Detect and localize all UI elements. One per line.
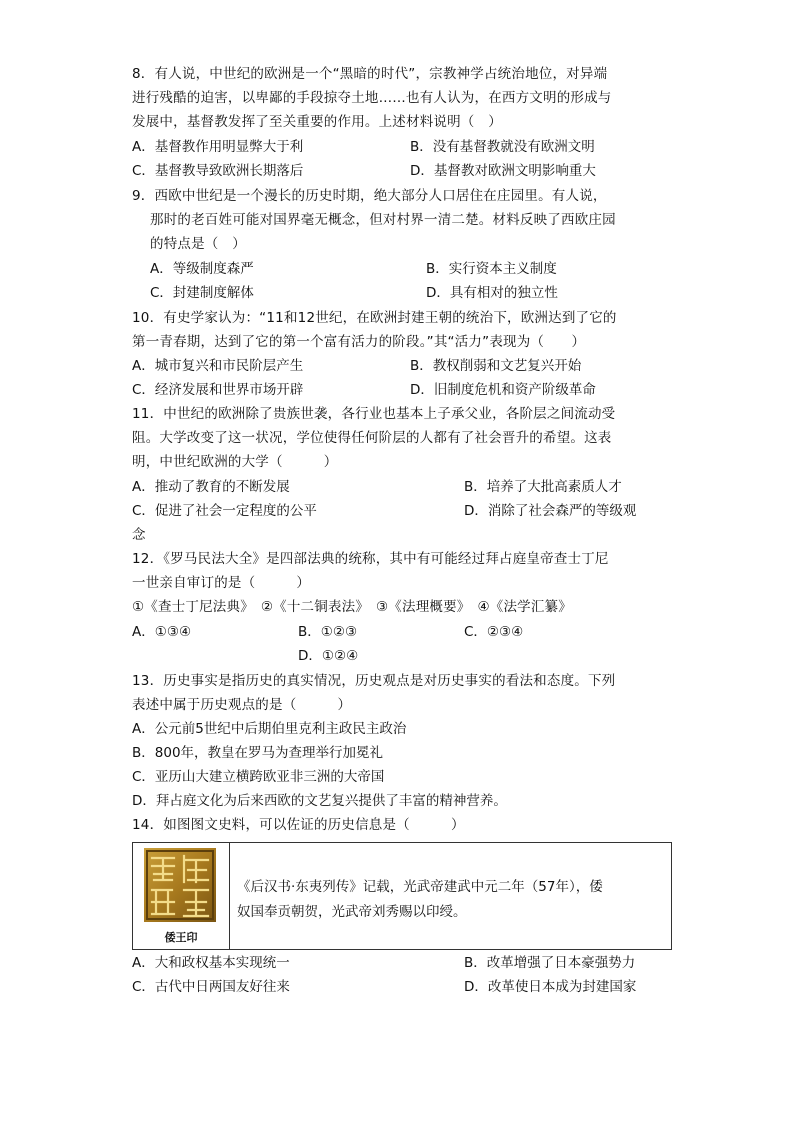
q9-stem-line-1: 9．西欧中世纪是一个漫长的历史时期，绝大部分人口居住在庄园里。有人说，	[132, 188, 607, 204]
q9-option-c: C．封建制度解体	[150, 285, 254, 301]
q14-option-d: D．改革使日本成为封建国家	[464, 979, 637, 995]
q13-option-c: C．亚历山大建立横跨欧亚非三洲的大帝国	[132, 769, 385, 785]
q14-option-c: C．古代中日两国友好往来	[132, 979, 290, 995]
q14-source-table	[132, 842, 672, 950]
q13-option-a: A．公元前5世纪中后期伯里克利主政民主政治	[132, 721, 407, 737]
q9-option-b: B．实行资本主义制度	[426, 261, 557, 277]
q14-option-a: A．大和政权基本实现统一	[132, 955, 290, 971]
q14-source-text	[237, 875, 603, 925]
q8-option-d: D．基督教对欧洲文明影响重大	[410, 163, 596, 179]
q8-stem-line-2: 进行残酷的迫害，以卑鄙的手段掠夺土地……也有人认为，在西方文明的形成与	[132, 90, 612, 106]
seal-stamp-image	[144, 848, 216, 922]
q11-option-b: B．培养了大批高素质人才	[464, 479, 622, 495]
q10-option-c: C．经济发展和世界市场开辟	[132, 382, 304, 398]
q12-stem-line-2: 一世亲自审订的是（ ）	[132, 575, 311, 591]
table-divider	[229, 843, 230, 949]
q10-stem-line-1: 10．有史学家认为：“11和12世纪，在欧洲封建王朝的统治下，欧洲达到了它的	[132, 310, 617, 326]
q11-option-d: D．消除了社会森严的等级观	[464, 503, 637, 519]
q12-option-d: D．①②④	[298, 648, 359, 664]
q11-option-c: C．促进了社会一定程度的公平	[132, 503, 317, 519]
q12-items: ①《查士丁尼法典》 ②《十二铜表法》 ③《法理概要》 ④《法学汇纂》	[132, 599, 572, 615]
q14-option-b: B．改革增强了日本豪强势力	[464, 955, 636, 971]
q11-stem-line-3: 明，中世纪欧洲的大学（ ）	[132, 454, 338, 470]
q8-option-c: C．基督教导致欧洲长期落后	[132, 163, 304, 179]
seal-caption: 倭王印	[164, 931, 198, 944]
q10-option-d: D．旧制度危机和资产阶级革命	[410, 382, 596, 398]
q9-option-a: A．等级制度森严	[150, 261, 254, 277]
q8-option-b: B．没有基督教就没有欧洲文明	[410, 139, 595, 155]
q11-stem-line-2: 阻。大学改变了这一状况，学位使得任何阶层的人都有了社会晋升的希望。这表	[132, 430, 612, 446]
q8-option-a: A．基督教作用明显弊大于利	[132, 139, 304, 155]
q12-stem-line-1: 12．《罗马民法大全》是四部法典的统称，其中有可能经过拜占庭皇帝查士丁尼	[132, 551, 609, 567]
q14-stem: 14．如图图文史料，可以佐证的历史信息是（ ）	[132, 817, 465, 833]
q10-stem-line-2: 第一青春期，达到了它的第一个富有活力的阶段。”其“活力”表现为（ ）	[132, 334, 586, 350]
q11-option-a: A．推动了教育的不断发展	[132, 479, 290, 495]
q14-source-line-2: 奴国奉贡朝贺，光武帝刘秀赐以印绶。	[237, 904, 467, 920]
q11-option-d-wrap: 念	[132, 527, 146, 543]
q10-option-b: B．教权削弱和文艺复兴开始	[410, 358, 582, 374]
q8-stem-line-1: 8．有人说，中世纪的欧洲是一个“黑暗的时代”，宗教神学占统治地位，对异端	[132, 66, 608, 82]
q9-stem-line-3: 的特点是（ ）	[150, 236, 246, 252]
q10-option-a: A．城市复兴和市民阶层产生	[132, 358, 304, 374]
q12-option-b: B．①②③	[298, 624, 358, 640]
q12-option-c: C．②③④	[464, 624, 524, 640]
q13-stem-line-1: 13．历史事实是指历史的真实情况，历史观点是对历史事实的看法和态度。下列	[132, 673, 616, 689]
q9-option-d: D．具有相对的独立性	[426, 285, 558, 301]
q12-option-a: A．①③④	[132, 624, 192, 640]
q13-option-b: B．800年，教皇在罗马为查理举行加冕礼	[132, 745, 384, 761]
q8-stem-line-3: 发展中，基督教发挥了至关重要的作用。上述材料说明（ ）	[132, 114, 502, 130]
q13-option-d: D．拜占庭文化为后来西欧的文艺复兴提供了丰富的精神营养。	[132, 793, 507, 809]
q14-source-line-1: 《后汉书·东夷列传》记载，光武帝建武中元二年（57年），倭	[237, 879, 603, 895]
q9-stem-line-2: 那时的老百姓可能对国界毫无概念，但对村界一清二楚。材料反映了西欧庄园	[150, 212, 616, 228]
q11-stem-line-1: 11．中世纪的欧洲除了贵族世袭，各行业也基本上子承父业，各阶层之间流动受	[132, 406, 616, 422]
q13-stem-line-2: 表述中属于历史观点的是（ ）	[132, 697, 352, 713]
